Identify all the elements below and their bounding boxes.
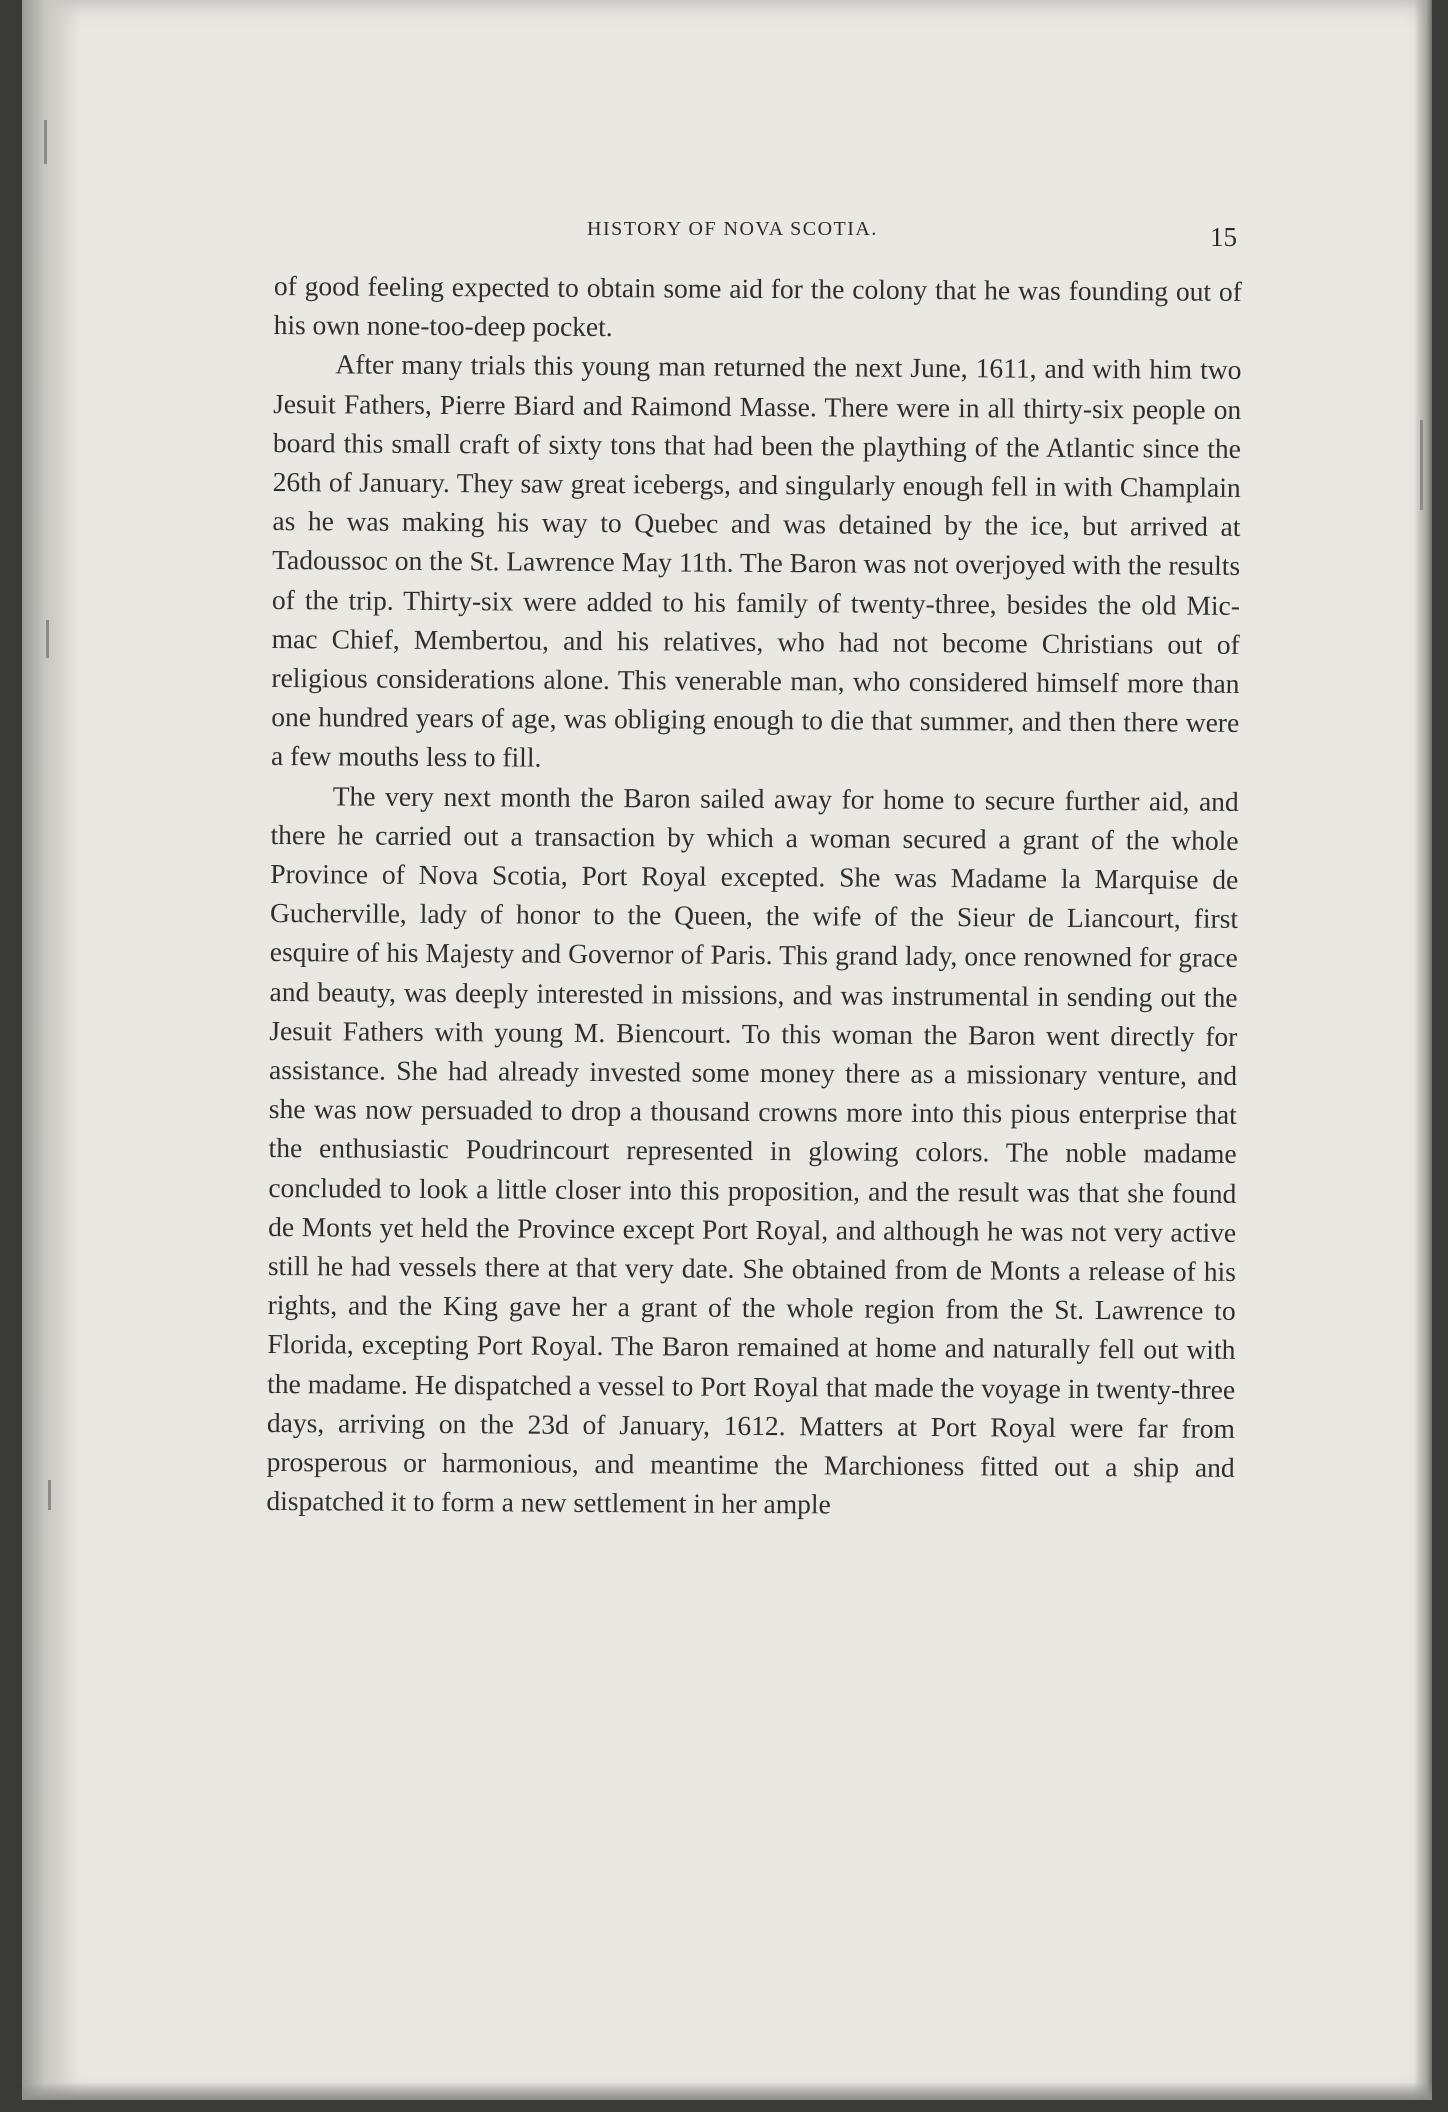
paragraph-continued: of good feeling expected to obtain some aid for the colony that he was founding out of his own none-too-deep pocket. xyxy=(273,269,1242,343)
margin-speck xyxy=(1420,420,1423,510)
paragraph: After many trials this young man returned the next June, 1611, and with him two Jesuit Fathers, Pierre Biard and Raimond Masse. There were in all thirty-six people on board this small craft of sixty tons that had been the plaything of the Atlantic since the 26th of January. They saw great icebergs, and singularly enough fell in with Champlain as he was making his way to Quebec and was detained by the ice, but arrived at Tadoussoc on the St. Lawrence May 11th. The Baron was not overjoyed with the results of the trip. Thirty-six were added to his family of twenty-three, besides the old Mic-mac Chief, Membertou, and his relatives, who had not become Christians out of religious considerations alone. This venerable man, who considered himself more than one hundred years of age, was obliging enough to die that summer, and then there were a few mouths less to fill. xyxy=(270,348,1242,774)
spine-speck xyxy=(48,1480,51,1510)
paragraph: The very next month the Baron sailed away for home to secure further aid, and there he carried out a transaction by which a woman secured a grant of the whole Province of Nova Scotia, Port Royal excepted. She was Madame la Marquise de Gucherville, lady of honor to the Queen, the wife of the Sieur de Liancourt, first esquire of his Majesty and Governor of Paris. This grand lady, once renowned for grace and beauty, was deeply interested in missions, and was instrumental in sending out the Jesuit Fathers with young M. Biencourt. To this woman the Baron went directly for assistance. She had already invested some money there as a missionary venture, and she was now persuaded to drop a thousand crowns more into this pious enterprise that the enthusiastic Poudrincourt represented in glowing colors. The noble madame concluded to look a little closer into this proposition, and the result was that she found de Monts yet held the Province except Port Royal, and although he was not very active still he had vessels there at that very date. She obtained from de Monts a release of his rights, and the King gave her a grant of the whole region from the St. Lawrence to Florida, excepting Port Royal. The Baron remained at home and naturally fell out with the madame. He dispatched a vessel to Port Royal that made the voyage in twenty-three days, arriving on the 23d of January, 1612. Matters at Port Royal were far from prosperous or harmonious, and meantime the Marchioness fitted out a ship and dispatched it to form a new settlement in her ample xyxy=(266,780,1239,1520)
page-bottom-edge xyxy=(22,2082,1432,2100)
running-title: HISTORY OF NOVA SCOTIA. xyxy=(587,218,878,240)
book-page xyxy=(22,0,1432,2100)
spine-speck xyxy=(46,620,49,658)
page-number: 15 xyxy=(1210,222,1237,252)
page-right-edge xyxy=(1414,0,1432,2100)
page-spine-shadow xyxy=(22,0,82,2100)
body-text xyxy=(266,266,1242,1526)
spine-speck xyxy=(44,120,47,164)
running-head xyxy=(267,218,1237,258)
